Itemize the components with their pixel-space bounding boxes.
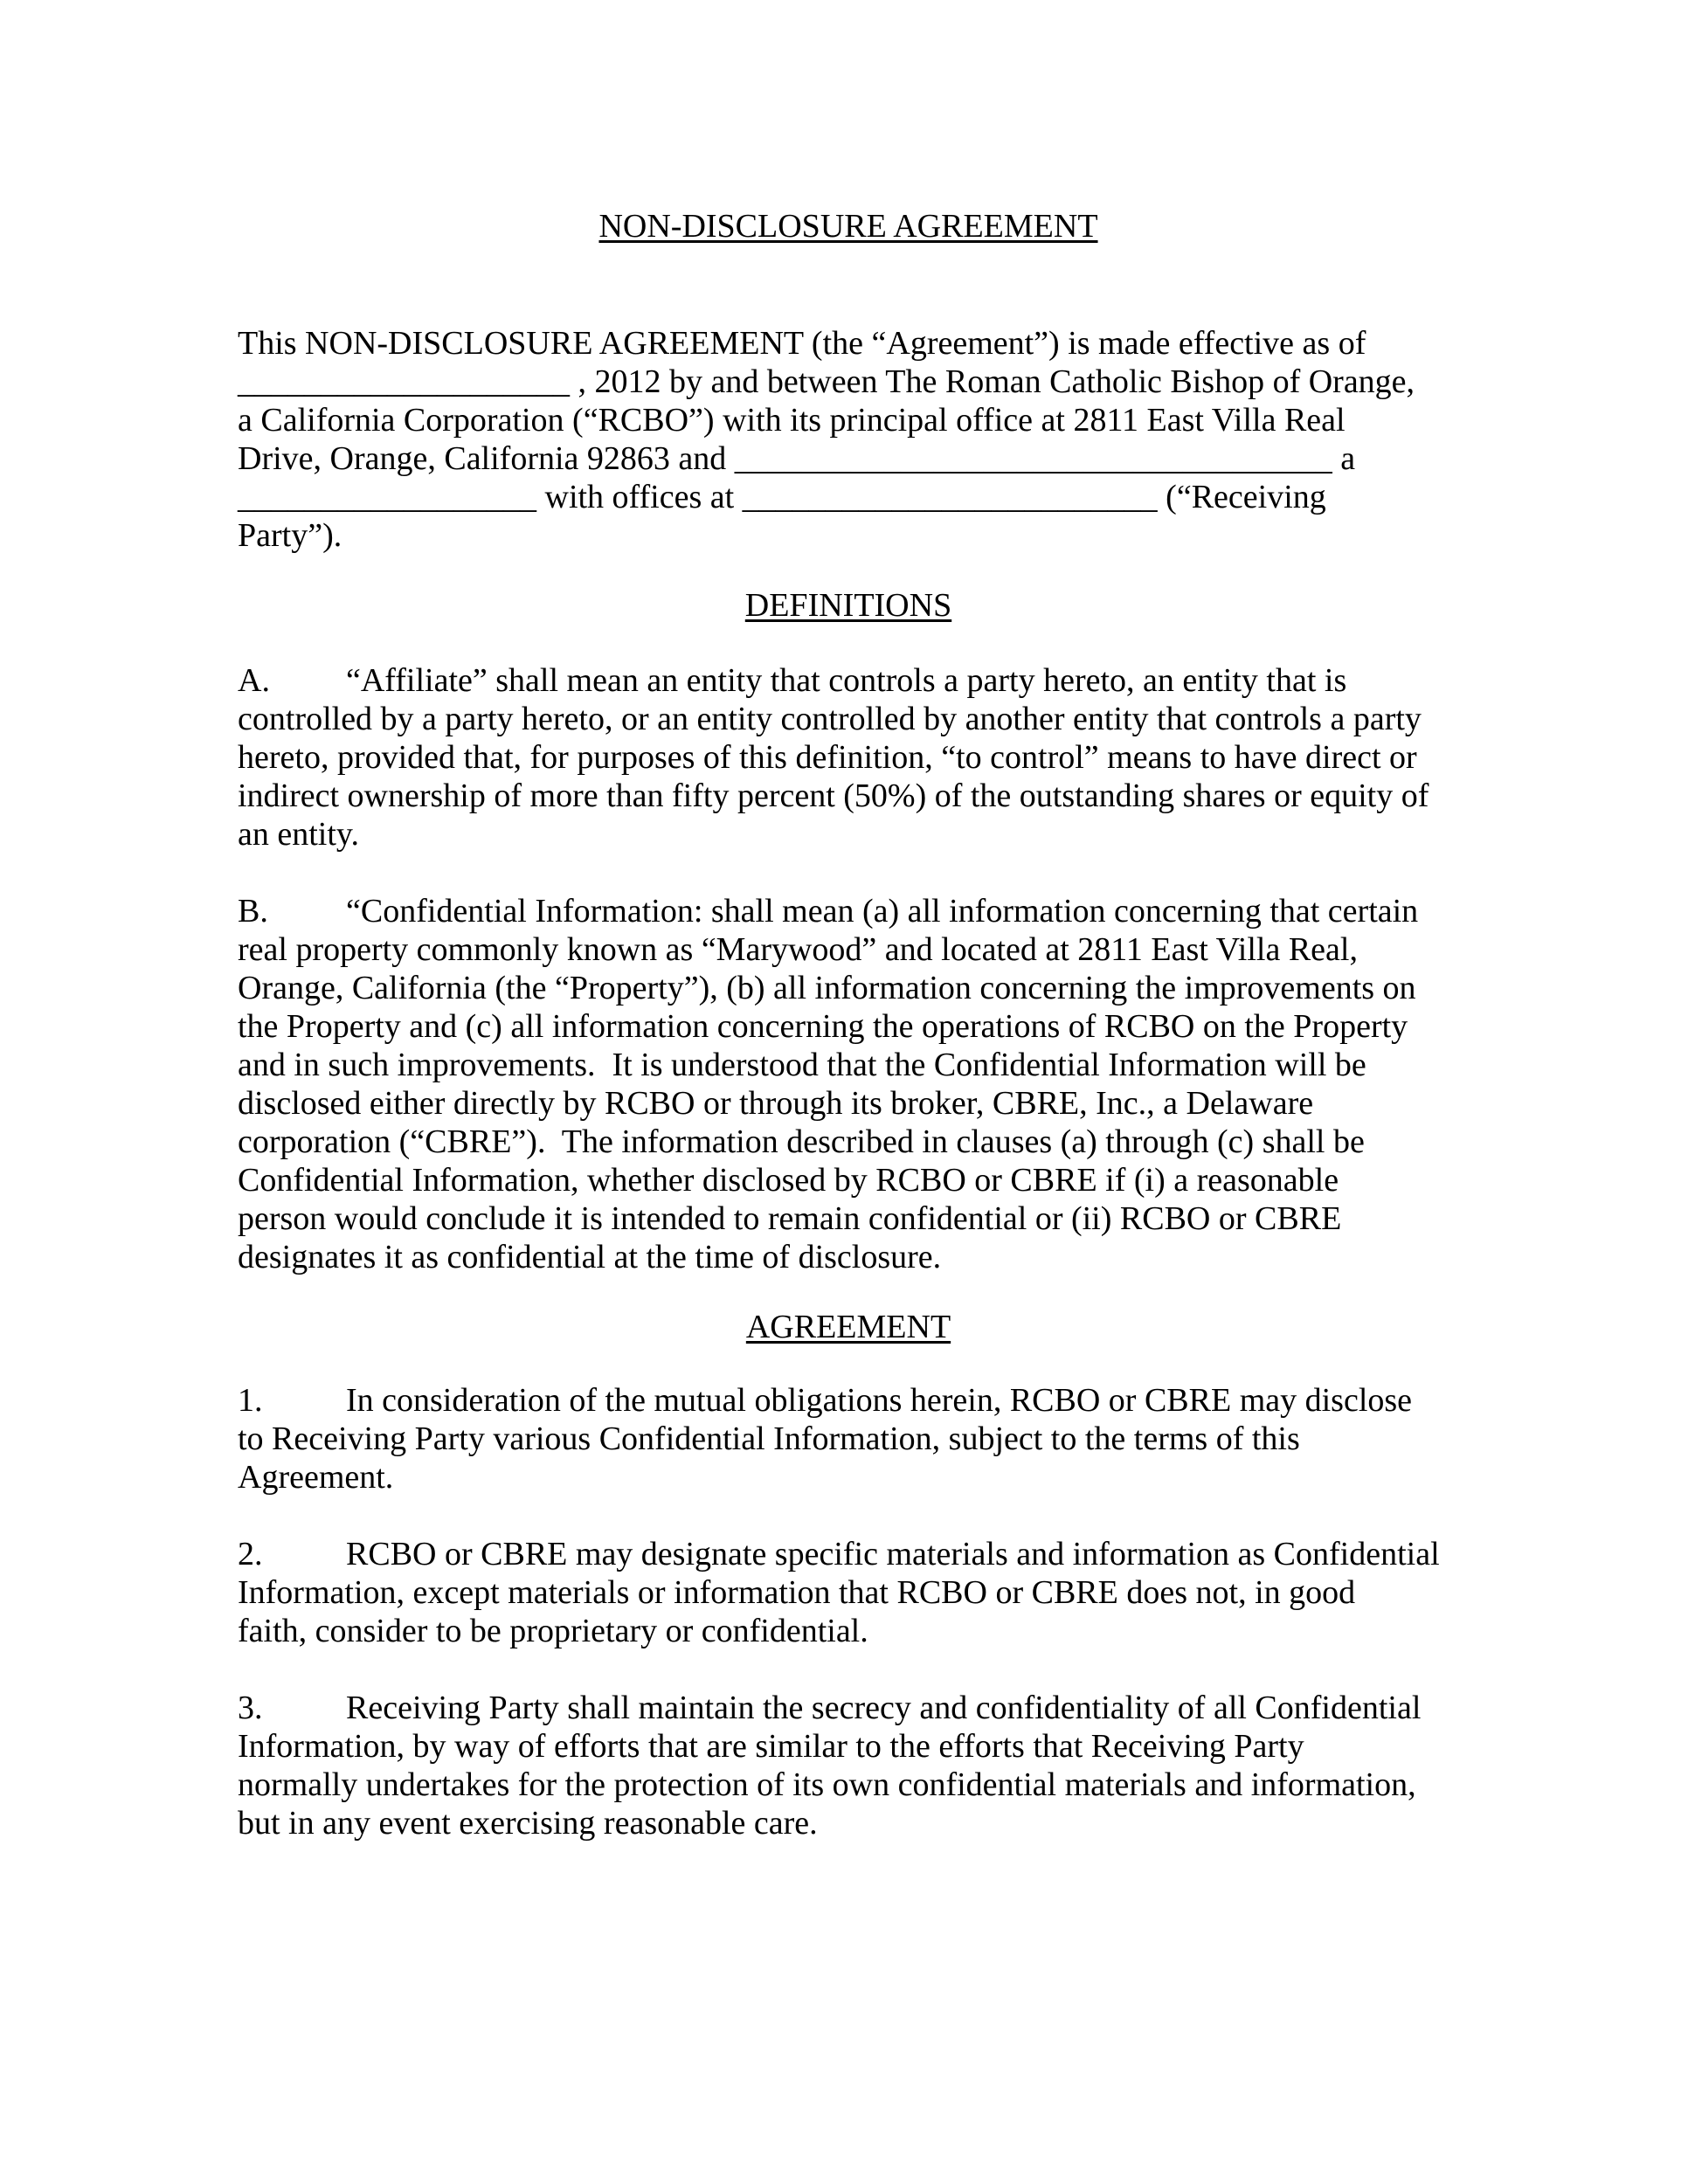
definition-a-marker: A. (238, 662, 270, 699)
definition-b-line-7: corporation (“CBRE”). The information described in clauses (a) through (c) shall be (238, 1123, 1365, 1160)
agreement-3-text: Receiving Party shall maintain the secrecy and confidentiality of all Confidential (346, 1690, 1422, 1726)
agreement-2-first-line (238, 1535, 1459, 1573)
agreement-2-text: RCBO or CBRE may designate specific materials and information as Confidential (346, 1536, 1440, 1572)
definitions-heading-text: DEFINITIONS (744, 587, 952, 624)
definition-a-first-line (238, 661, 1459, 700)
agreement-2-marker: 2. (238, 1536, 263, 1572)
definition-a-line-5: an entity. (238, 816, 359, 853)
definition-b-line-9: person would conclude it is intended to remain confidential or (ii) RCBO or CBRE (238, 1200, 1342, 1237)
definition-item-b (238, 892, 1459, 1276)
definition-b-line-4: the Property and (c) all information concerning the operations of RCBO on the Property (238, 1008, 1408, 1045)
intro-line-2: ____________________ , 2012 by and between The Roman Catholic Bishop of Orange, (238, 363, 1415, 400)
definition-b-line-10: designates it as confidential at the time of disclosure. (238, 1239, 942, 1275)
document-title (238, 207, 1459, 245)
agreement-3-line-2: Information, by way of efforts that are similar to the efforts that Receiving Party (238, 1728, 1304, 1765)
definition-item-a (238, 661, 1459, 854)
agreement-2-line-3: faith, consider to be proprietary or confidential. (238, 1613, 868, 1649)
definition-b-line-2: real property commonly known as “Marywood” and located at 2811 East Villa Real, (238, 931, 1358, 968)
agreement-3-line-3: normally undertakes for the protection of its own confidential materials and information, (238, 1766, 1416, 1803)
document-content (238, 207, 1459, 1842)
definition-a-line-3: hereto, provided that, for purposes of this definition, “to control” means to have direct or (238, 739, 1417, 776)
definition-b-line-8: Confidential Information, whether disclosed by RCBO or CBRE if (i) a reasonable (238, 1162, 1339, 1199)
agreement-1-line-3: Agreement. (238, 1459, 394, 1496)
agreement-3-first-line (238, 1689, 1459, 1727)
definition-a-line-2: controlled by a party hereto, or an entity controlled by another entity that controls a party (238, 701, 1422, 737)
agreement-item-3 (238, 1689, 1459, 1842)
intro-line-3: a California Corporation (“RCBO”) with its principal office at 2811 East Villa Real (238, 402, 1346, 439)
agreement-3-marker: 3. (238, 1690, 263, 1726)
definition-a-text: “Affiliate” shall mean an entity that controls a party hereto, an entity that is (346, 662, 1347, 699)
agreement-item-2 (238, 1535, 1459, 1650)
definitions-heading (238, 586, 1459, 625)
definition-b-line-3: Orange, California (the “Property”), (b) all information concerning the improvements on (238, 970, 1416, 1006)
definition-b-marker: B. (238, 893, 268, 930)
agreement-3-line-4: but in any event exercising reasonable care. (238, 1805, 818, 1842)
definition-b-line-5: and in such improvements. It is understood that the Confidential Information will be (238, 1047, 1366, 1083)
definition-b-first-line (238, 892, 1459, 930)
agreement-2-line-2: Information, except materials or information that RCBO or CBRE does not, in good (238, 1574, 1356, 1611)
intro-paragraph (238, 324, 1459, 555)
intro-line-1: This NON-DISCLOSURE AGREEMENT (the “Agreement”) is made effective as of (238, 325, 1366, 362)
intro-line-6: Party”). (238, 517, 342, 554)
intro-line-5: __________________ with offices at _________________________ (“Receiving (238, 479, 1326, 515)
agreement-heading (238, 1308, 1459, 1346)
agreement-1-text: In consideration of the mutual obligations herein, RCBO or CBRE may disclose (346, 1382, 1413, 1419)
agreement-1-marker: 1. (238, 1382, 263, 1419)
document-title-text: NON-DISCLOSURE AGREEMENT (598, 208, 1098, 245)
agreement-heading-text: AGREEMENT (745, 1309, 951, 1345)
definition-a-line-4: indirect ownership of more than fifty percent (50%) of the outstanding shares or equity of (238, 778, 1429, 814)
definition-b-text: “Confidential Information: shall mean (a) all information concerning that certain (346, 893, 1419, 930)
agreement-item-1 (238, 1381, 1459, 1496)
agreement-1-line-2: to Receiving Party various Confidential Information, subject to the terms of this (238, 1420, 1300, 1457)
agreement-1-first-line (238, 1381, 1459, 1420)
intro-line-4: Drive, Orange, California 92863 and ____________________________________ a (238, 440, 1356, 477)
definition-b-line-6: disclosed either directly by RCBO or through its broker, CBRE, Inc., a Delaware (238, 1085, 1314, 1122)
